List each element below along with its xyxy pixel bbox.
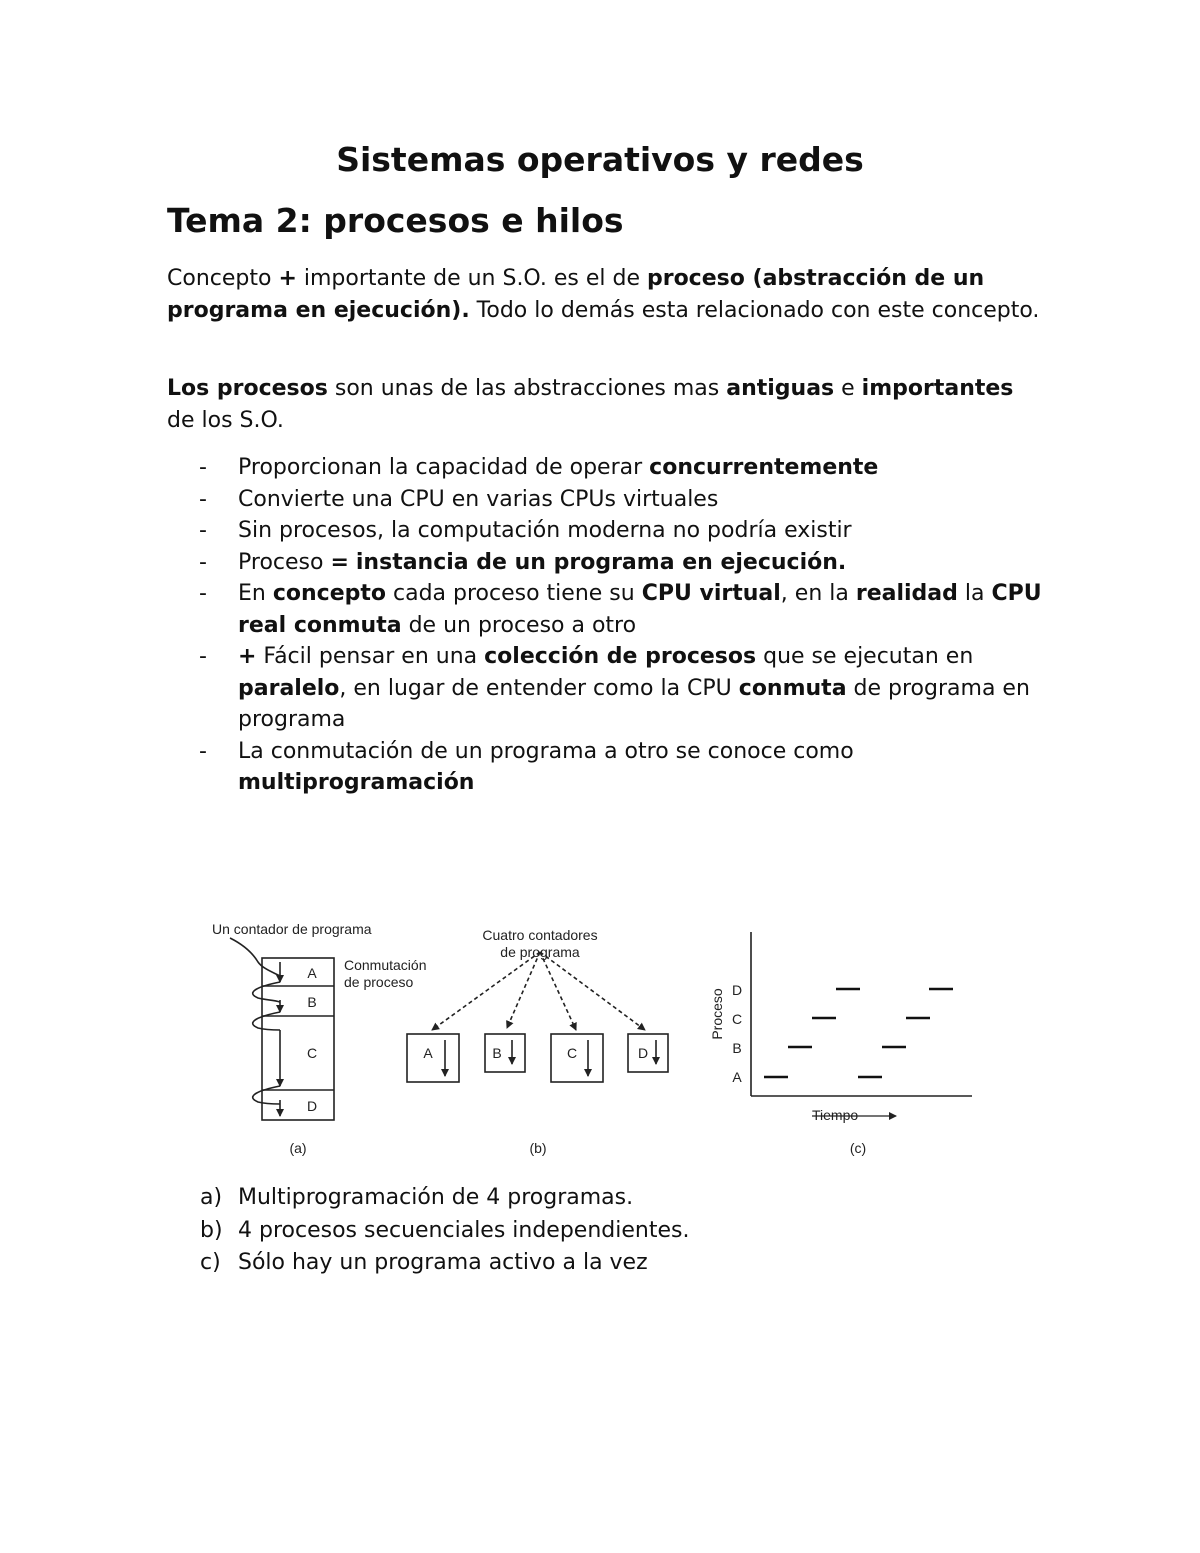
bullet-dash: - <box>199 455 207 480</box>
memory-block-label: A <box>307 965 317 981</box>
bullet-dash: - <box>199 738 207 764</box>
chart-y-label: Proceso <box>709 988 725 1040</box>
list-item: c) Sólo hay un programa activo a la vez <box>200 1247 900 1280</box>
process-box-label: D <box>637 1045 649 1061</box>
chart-row-label: D <box>731 982 743 998</box>
figure-a-switch-label: de proceso <box>344 974 414 990</box>
memory-column <box>262 958 334 1120</box>
list-item: - En concepto cada proceso tiene su CPU virtual, en la realidad la CPU real conmuta de un proceso a otro <box>167 578 1047 641</box>
process-box-label: B <box>492 1045 502 1061</box>
switch-loop <box>253 982 280 1002</box>
switch-loop <box>253 1086 280 1104</box>
pc-arrow <box>540 952 576 1030</box>
list-item: a) Multiprogramación de 4 programas. <box>200 1182 900 1215</box>
list-item: - + Fácil pensar en una colección de procesos que se ejecutan en paralelo, en lugar de entender como la CPU conmuta de programa en programa <box>167 641 1047 736</box>
memory-block-label: B <box>307 994 317 1010</box>
multiprogramming-figure <box>200 912 990 1162</box>
bullet-dash: - <box>199 644 207 669</box>
list-item: - Proporcionan la capacidad de operar concurrentemente <box>167 452 1047 484</box>
section-heading: Tema 2: procesos e hilos <box>167 201 624 240</box>
process-box-label: A <box>423 1045 433 1061</box>
list-item: - Sin procesos, la computación moderna no podría existir <box>167 515 1047 547</box>
bullet-dash: - <box>199 549 207 575</box>
bullet-dash: - <box>199 518 207 543</box>
list-item: - La conmutación de un programa a otro se conoce como multiprogramación <box>167 736 1047 799</box>
figure-a-caption: (a) <box>289 1140 307 1156</box>
figure-b-label: de programa <box>500 944 580 960</box>
process-box-a <box>407 1034 459 1082</box>
caption-marker: c) <box>200 1250 221 1275</box>
chart-row-label: C <box>731 1011 743 1027</box>
memory-block-label: C <box>306 1045 318 1061</box>
pc-pointer-curve <box>230 938 280 976</box>
figure-b-label: Cuatro contadores <box>482 927 598 943</box>
figure-a-switch-label: Conmutación <box>344 957 427 973</box>
figure-a-label: Un contador de programa <box>212 921 372 937</box>
list-item: b) 4 procesos secuenciales independientes. <box>200 1215 900 1248</box>
figure-captions <box>200 1182 900 1280</box>
processes-paragraph: Los procesos son unas de las abstracciones mas antiguas e importantes de los S.O. <box>167 376 1014 433</box>
caption-marker: b) <box>200 1217 223 1243</box>
switch-loop <box>253 1012 280 1030</box>
list-item: - Proceso = instancia de un programa en ejecución. <box>167 547 1047 579</box>
bullet-list <box>167 452 1047 799</box>
figure-b-caption: (b) <box>529 1140 547 1156</box>
chart-x-label: Tiempo <box>812 1107 859 1123</box>
figure-c-caption: (c) <box>849 1140 867 1156</box>
document-title: Sistemas operativos y redes <box>336 140 864 179</box>
chart-row-label: A <box>732 1069 742 1085</box>
bullet-dash: - <box>199 486 207 512</box>
bullet-dash: - <box>199 581 207 606</box>
process-box-b <box>485 1034 525 1072</box>
chart-row-label: B <box>732 1040 742 1056</box>
memory-block-label: D <box>306 1098 318 1114</box>
caption-marker: a) <box>200 1185 223 1210</box>
intro-paragraph: Concepto + importante de un S.O. es el de proceso (abstracción de un programa en ejecución). Todo lo demás esta relacionado con este concepto. <box>167 266 1040 323</box>
pc-arrow <box>507 952 540 1028</box>
pc-arrow <box>540 952 645 1030</box>
process-box-label: C <box>566 1045 578 1061</box>
list-item: - Convierte una CPU en varias CPUs virtuales <box>167 484 1047 516</box>
